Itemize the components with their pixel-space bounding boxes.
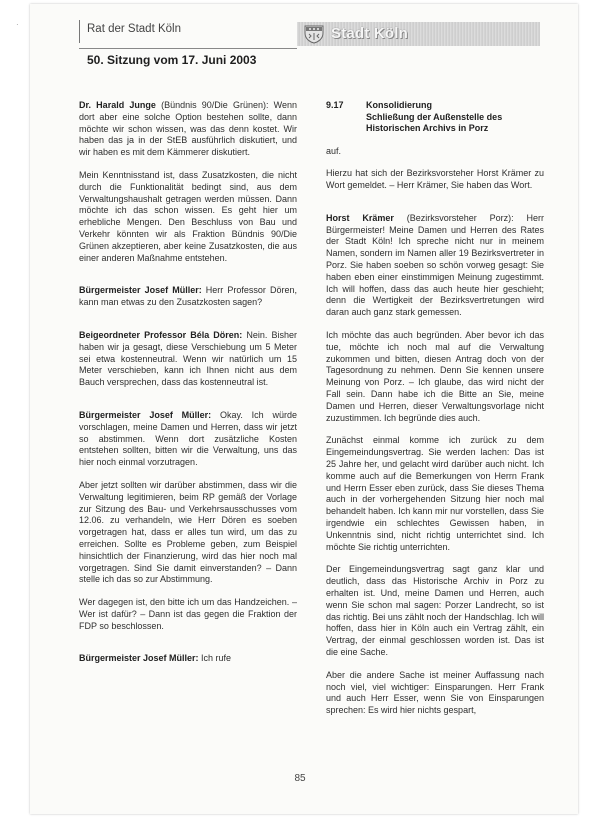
agenda-item-title-line: Konsolidierung: [366, 100, 432, 110]
agenda-item-title-line: Schließung der Außenstelle des Historischen Archivs in Porz: [366, 111, 503, 133]
header-divider: [79, 48, 297, 49]
paragraph-text: Zunächst einmal komme ich zurück zu dem Eingemeindungsvertrag. Sie werden lachen: Das ist 25 Jahre her, und gelacht wird darüber auch nicht. Ich komme auch auf die Bemerkungen von Herrn Frank und Herrn Esser eben zurück, dass Sie dieses Thema auch in der vorhergehenden Sitzung hier noch mal behandelt haben. Ich kann mir nur vorstellen, dass Sie irgendwie ein schlechtes Gewissen haben, in Unkenntnis sind, nicht richtig unterrichtet sind. Ich möchte Sie richtig unterrichten.: [326, 435, 544, 552]
paragraph-text: Der Eingemeindungsvertrag sagt ganz klar und deutlich, dass das Historische Archiv in Porz zu erhalten ist. Und, meine Damen und Herren, auch wenn Sie schon mal sagen: Porzer Landrecht, so ist das richtig. Bei uns zählt noch der Handschlag. Ich will hoffen, dass hier in Köln auch ein Vertrag zählt, ein Vertrag, der einmal geschlossen worden ist. Das ist die eine Sache.: [326, 564, 544, 657]
paragraph: [79, 100, 297, 159]
header-vertical-rule: [79, 20, 80, 43]
paragraph-text: auf.: [326, 145, 342, 156]
agenda-item-heading: [326, 100, 544, 135]
right-column: [326, 100, 544, 728]
scan-mark: ·: [16, 20, 19, 29]
paragraph: [79, 170, 297, 264]
paragraph-text: (Bezirksvorsteher Porz): Herr Bürgermeister! Meine Damen und Herren des Rates der Stadt Köln! Ich spreche nicht nur in meinem Namen, sondern im Namen aller 19 Bezirksvertreter in Porz. Sie haben soeben so schön vorweg gesagt: Sie haben eben einer einstimmigen Meinung zugestimmt. Ich will hoffen, dass das auch heute hier geschieht; denn die Wertigkeit der Bezirksvertretungen wird daran auch ganz stark gemessen.: [326, 212, 544, 318]
paragraph: [79, 285, 297, 309]
paragraph: [79, 410, 297, 469]
speaker-name: Bürgermeister Josef Müller:: [79, 285, 202, 296]
paragraph-text: Mein Kenntnisstand ist, dass Zusatzkosten, die nicht durch die Funktionalität bedingt sind, aus dem Verwaltungshaushalt getragen werden müssen. Dann möchte ich das schon wissen. Es geht hier um erhebliche Mengen. Den Beschluss von Bau und Verkehr könnten wir als Fraktion Bündnis 90/Die Grünen akzeptieren, aber keine Zusatzkosten, die aus einer anderen Maßnahme entstehen.: [79, 169, 297, 263]
paragraph-text: Wer dagegen ist, den bitte ich um das Handzeichen. – Wer ist dafür? – Dann ist das gegen die Fraktion der FDP so beschlossen.: [79, 597, 297, 631]
session-title: 50. Sitzung vom 17. Juni 2003: [87, 53, 257, 67]
speaker-name: Horst Krämer: [326, 212, 394, 223]
speaker-name: Beigeordneter Professor Béla Dören:: [79, 329, 243, 340]
cologne-coat-of-arms-icon: [303, 24, 325, 44]
left-column: [79, 100, 297, 676]
paragraph: [326, 330, 544, 424]
right-column-body: [326, 146, 544, 717]
agenda-item-title: [366, 100, 544, 135]
paragraph-text: Ich möchte das auch begründen. Aber bevor ich das tue, möchte ich noch mal auf die Verwaltung zukommen und bitten, diesen Antrag doch von der Tagesordnung zu nehmen. Denn Sie kennen unsere Meinung von Porz. – Ich glaube, das wird nicht der Fall sein. Dann habe ich die Bitte an Sie, meine Damen und Herren, dieser Verwaltungsvorlage nicht zuzustimmen. Ich begründe dies auch.: [326, 330, 544, 423]
paragraph: [79, 653, 297, 665]
paragraph-text: Aber die andere Sache ist meiner Auffassung nach noch viel, viel wichtiger: Einsparungen. Herr Frank und auch Herr Esser, wenn Sie von Einsparungen sprechen: Es wird hier nichts gespart,: [326, 669, 544, 716]
paragraph-text: Okay. Ich würde vorschlagen, meine Damen und Herren, dass wir jetzt so abstimmen. Wenn dort zusätzliche Kosten entstehen sollten, bitten wir die Verwaltung, uns das hier noch einmal vorzutragen.: [79, 409, 298, 468]
paragraph-text: Nein. Bisher haben wir ja gesagt, diese Verschiebung um 5 Meter sei etwa kostenneutral. Wenn wir natürlich um 15 Meter verschieben, kann ich Ihnen nicht aus dem Bauch versprechen, dass das kostenneutral ist.: [79, 329, 297, 388]
speaker-name: Bürgermeister Josef Müller:: [79, 653, 199, 664]
paragraph-text: Hierzu hat sich der Bezirksvorsteher Horst Krämer zu Wort gemeldet. – Herr Krämer, Sie haben das Wort.: [326, 168, 544, 191]
paragraph: [326, 146, 544, 158]
paragraph: [326, 168, 544, 192]
paragraph: [326, 670, 544, 717]
agenda-item-number: 9.17: [326, 100, 344, 110]
banner-text: Stadt Köln: [331, 25, 408, 42]
paragraph-text: (Bündnis 90/Die Grünen): Wenn dort aber eine solche Option bestehen sollte, dann möchte wir schon wissen, was das denn kostet. Wir haben das ja in der StEB ausführlich diskutiert, und wir haben es mit dem Kämmerer diskutiert.: [79, 100, 298, 158]
paragraph: [79, 330, 297, 389]
city-banner: [297, 22, 540, 46]
council-name: Rat der Stadt Köln: [87, 23, 181, 35]
paragraph: [326, 213, 544, 319]
paragraph-text: Herr Professor Dören, kann man etwas zu den Zusatzkosten sagen?: [79, 285, 297, 308]
paragraph-text: Aber jetzt sollten wir darüber abstimmen, dass wir die Verwaltung legitimieren, beim RP gemäß der Vorlage zur Sitzung des Bau- und Verkehrsausschusses vom 12.06. zu verhandeln, wie Herr Dören es soeben vorgetragen hat, dass er alles tun wird, um das zu erreichen. Sollte es Probleme geben, zum Beispiel hinsichtlich der Finanzierung, wird das hier noch mal vorgetragen. Sind Sie damit einverstanden? – Dann stelle ich das so zur Abstimmung.: [79, 479, 297, 585]
speaker-name: Dr. Harald Junge: [79, 100, 156, 110]
paragraph: [326, 564, 544, 658]
speaker-name: Bürgermeister Josef Müller:: [79, 409, 212, 420]
paragraph: [79, 597, 297, 632]
paragraph: [326, 435, 544, 553]
paragraph-text: Ich rufe: [198, 653, 232, 664]
page-number: 85: [294, 773, 306, 784]
paragraph: [79, 480, 297, 586]
